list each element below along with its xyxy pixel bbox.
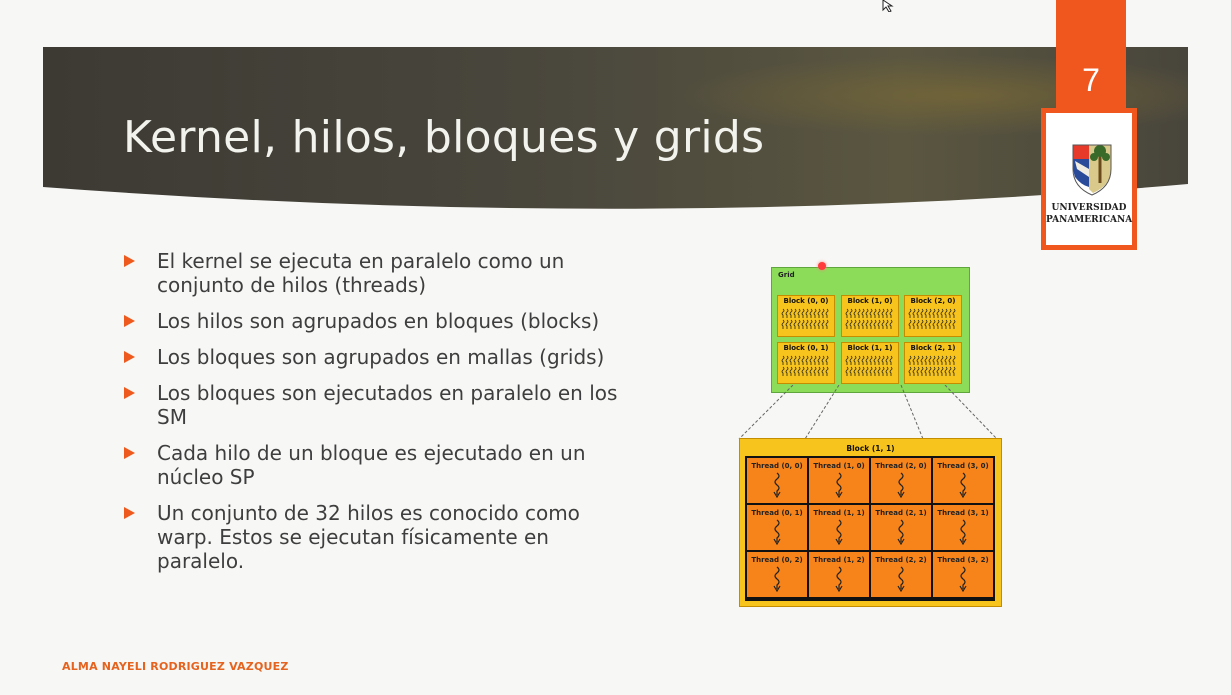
thread-arrow-icon <box>957 519 969 545</box>
footer-author: ALMA NAYELI RODRIGUEZ VAZQUEZ <box>62 660 289 673</box>
thread-label: Thread (3, 0) <box>937 462 989 470</box>
grid-block <box>777 342 835 384</box>
logo-line-1: UNIVERSIDAD <box>1051 203 1127 213</box>
bullet-item <box>120 309 640 333</box>
university-logo <box>1041 108 1137 250</box>
grid-block <box>904 342 962 384</box>
triangle-bullet-icon <box>124 507 135 519</box>
bullet-item <box>120 381 640 429</box>
thread-cell <box>933 458 993 503</box>
thread-squiggles-icon <box>845 308 895 330</box>
bullet-list <box>120 249 640 585</box>
thread-cell <box>747 458 807 503</box>
page-number: 7 <box>1082 62 1100 98</box>
grid-block <box>904 295 962 337</box>
bullet-text: Los bloques son ejecutados en paralelo en los SM <box>157 381 618 429</box>
grid-block <box>777 295 835 337</box>
grid-block <box>841 342 899 384</box>
bullet-text: Cada hilo de un bloque es ejecutado en un núcleo SP <box>157 441 586 489</box>
bullet-text: El kernel se ejecuta en paralelo como un conjunto de hilos (threads) <box>157 249 565 297</box>
bullet-item <box>120 249 640 297</box>
block-label: Block (1, 1) <box>847 344 893 352</box>
thread-label: Thread (3, 1) <box>937 509 989 517</box>
thread-cell <box>871 552 931 597</box>
logo-card <box>1046 113 1132 245</box>
thread-cell <box>809 552 869 597</box>
bullet-text: Los bloques son agrupados en mallas (grids) <box>157 345 605 369</box>
bullet-text: Un conjunto de 32 hilos es conocido como warp. Estos se ejecutan físicamente en paralelo. <box>157 501 580 573</box>
thread-cell <box>933 552 993 597</box>
thread-label: Thread (2, 1) <box>875 509 927 517</box>
thread-label: Thread (1, 1) <box>813 509 865 517</box>
thread-arrow-icon <box>895 566 907 592</box>
laser-pointer-dot <box>818 262 826 270</box>
thread-cell <box>747 552 807 597</box>
grid-label: Grid <box>778 271 795 279</box>
triangle-bullet-icon <box>124 447 135 459</box>
block-label: Block (0, 0) <box>783 297 829 305</box>
logo-line-2: PANAMERICANA <box>1046 215 1133 225</box>
thread-squiggles-icon <box>908 308 958 330</box>
thread-cell <box>871 505 931 550</box>
thread-label: Thread (0, 0) <box>751 462 803 470</box>
page-number-tab <box>1056 0 1126 112</box>
thread-cell <box>747 505 807 550</box>
bullet-item <box>120 501 640 573</box>
thread-squiggles-icon <box>908 355 958 377</box>
grid-block <box>841 295 899 337</box>
thread-label: Thread (2, 2) <box>875 556 927 564</box>
cuda-grid-diagram <box>771 267 970 393</box>
thread-label: Thread (0, 1) <box>751 509 803 517</box>
thread-arrow-icon <box>957 566 969 592</box>
triangle-bullet-icon <box>124 387 135 399</box>
shield-icon <box>1067 139 1115 197</box>
thread-cell <box>871 458 931 503</box>
thread-squiggles-icon <box>781 308 831 330</box>
thread-squiggles-icon <box>781 355 831 377</box>
thread-arrow-icon <box>833 566 845 592</box>
thread-arrow-icon <box>895 472 907 498</box>
block-label: Block (2, 0) <box>910 297 956 305</box>
thread-arrow-icon <box>833 472 845 498</box>
thread-label: Thread (1, 2) <box>813 556 865 564</box>
mouse-cursor-icon <box>882 0 896 12</box>
thread-arrow-icon <box>771 472 783 498</box>
triangle-bullet-icon <box>124 315 135 327</box>
thread-cell <box>933 505 993 550</box>
block-label: Block (2, 1) <box>910 344 956 352</box>
thread-arrow-icon <box>895 519 907 545</box>
thread-table <box>745 456 995 601</box>
bullet-item <box>120 345 640 369</box>
connector-lines <box>735 385 1005 445</box>
thread-arrow-icon <box>957 472 969 498</box>
bullet-text: Los hilos son agrupados en bloques (blocks) <box>157 309 600 333</box>
block-label: Block (0, 1) <box>783 344 829 352</box>
thread-label: Thread (3, 2) <box>937 556 989 564</box>
triangle-bullet-icon <box>124 255 135 267</box>
thread-squiggles-icon <box>845 355 895 377</box>
slide-title: Kernel, hilos, bloques y grids <box>123 112 765 163</box>
thread-arrow-icon <box>833 519 845 545</box>
thread-arrow-icon <box>771 566 783 592</box>
thread-cell <box>809 505 869 550</box>
thread-cell <box>809 458 869 503</box>
thread-label: Thread (1, 0) <box>813 462 865 470</box>
thread-label: Thread (2, 0) <box>875 462 927 470</box>
block-detail-title: Block (1, 1) <box>846 444 895 453</box>
thread-label: Thread (0, 2) <box>751 556 803 564</box>
bullet-item <box>120 441 640 489</box>
triangle-bullet-icon <box>124 351 135 363</box>
block-detail-diagram <box>739 438 1002 607</box>
block-label: Block (1, 0) <box>847 297 893 305</box>
thread-arrow-icon <box>771 519 783 545</box>
